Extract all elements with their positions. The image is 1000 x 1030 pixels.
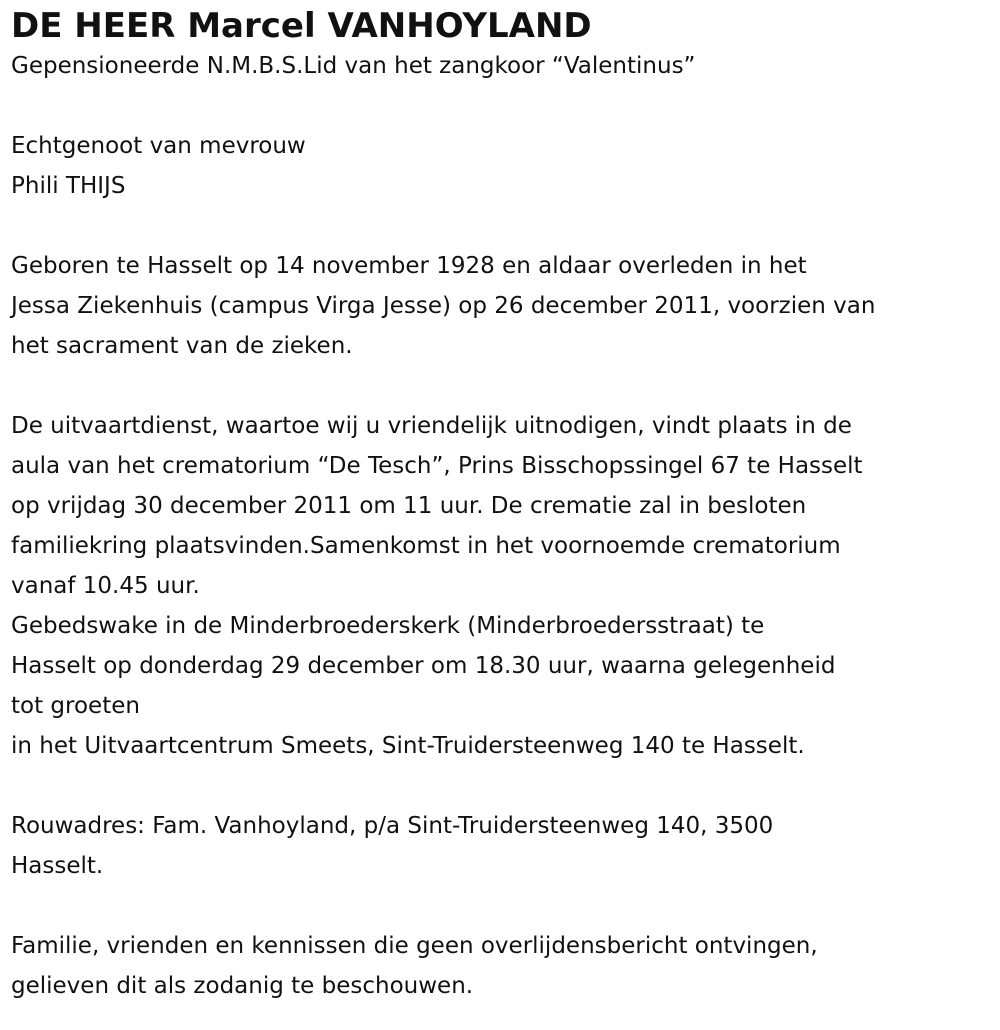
paragraph-gap	[11, 366, 996, 406]
address-paragraph	[11, 806, 996, 886]
paragraph-gap	[11, 86, 996, 126]
spouse-line: Echtgenoot van mevrouw	[11, 133, 306, 159]
closing-line: gelieven dit als zodanig te beschouwen.	[11, 973, 474, 999]
service-paragraph	[11, 406, 996, 766]
birth-death-paragraph	[11, 246, 996, 366]
service-line: De uitvaartdienst, waartoe wij u vriendelijk uitnodigen, vindt plaats in de	[11, 413, 852, 439]
closing-paragraph	[11, 926, 996, 1006]
service-line: aula van het crematorium “De Tesch”, Prins Bisschopssingel 67 te Hasselt	[11, 453, 863, 479]
spouse-name: Phili THIJS	[11, 173, 126, 199]
service-line: familiekring plaatsvinden.Samenkomst in het voornoemde crematorium	[11, 533, 841, 559]
vigil-line: Gebedswake in de Minderbroederskerk (Minderbroedersstraat) te	[11, 613, 765, 639]
service-line: op vrijdag 30 december 2011 om 11 uur. De crematie zal in besloten	[11, 493, 807, 519]
birth-death-line: het sacrament van de zieken.	[11, 333, 353, 359]
closing-line: Familie, vrienden en kennissen die geen overlijdensbericht ontvingen,	[11, 933, 818, 959]
birth-death-line: Jessa Ziekenhuis (campus Virga Jesse) op 26 december 2011, voorzien van	[11, 293, 876, 319]
vigil-line: tot groeten	[11, 693, 140, 719]
address-line: Hasselt.	[11, 853, 104, 879]
death-notice	[11, 6, 996, 1006]
paragraph-gap	[11, 206, 996, 246]
occupation-line: Gepensioneerde N.M.B.S.Lid van het zangkoor “Valentinus”	[11, 53, 696, 79]
address-line: Rouwadres: Fam. Vanhoyland, p/a Sint-Truidersteenweg 140, 3500	[11, 813, 774, 839]
paragraph-gap	[11, 766, 996, 806]
vigil-line: in het Uitvaartcentrum Smeets, Sint-Truidersteenweg 140 te Hasselt.	[11, 733, 805, 759]
deceased-name-title: DE HEER Marcel VANHOYLAND	[11, 6, 592, 46]
service-line: vanaf 10.45 uur.	[11, 573, 200, 599]
paragraph-gap	[11, 886, 996, 926]
birth-death-line: Geboren te Hasselt op 14 november 1928 en aldaar overleden in het	[11, 253, 807, 279]
spouse-paragraph	[11, 126, 996, 206]
vigil-line: Hasselt op donderdag 29 december om 18.30 uur, waarna gelegenheid	[11, 653, 836, 679]
